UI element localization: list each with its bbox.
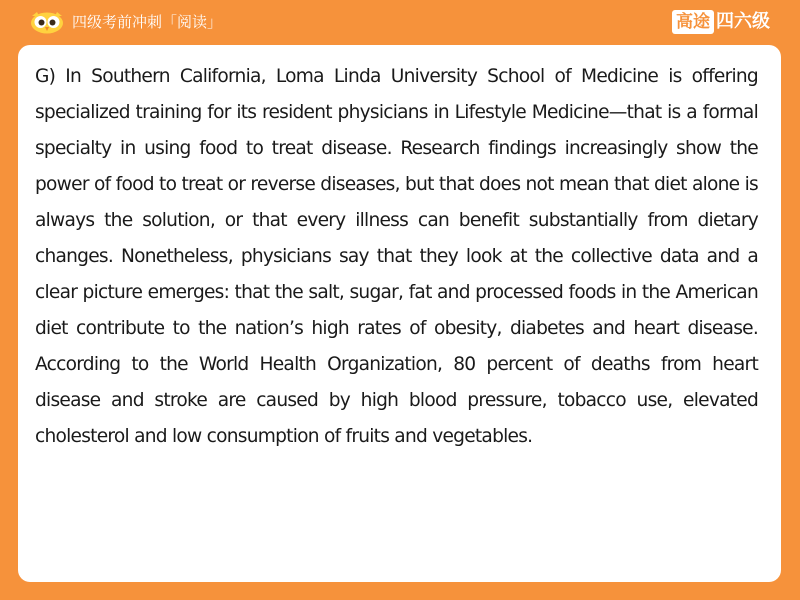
header-title: 四级考前冲刺「阅读」 [72, 13, 223, 31]
brand-box: 高途 [672, 10, 714, 34]
content-card [18, 45, 781, 582]
header-bar [0, 0, 800, 44]
brand-logo [672, 9, 770, 35]
owl-logo-icon [30, 10, 64, 34]
brand-text: 四六级 [716, 11, 770, 32]
passage-text: G) In Southern California, Loma Linda University School of Medicine is offering specialized training for its resident physicians in Lifestyle Medicine—that is a formal specialty in using food to treat disease. Research findings increasingly show the power of food to treat or reverse diseases, but that does not mean that diet alone is always the solution, or that every illness can benefit substantially from dietary changes. Nonetheless, physicians say that they look at the collective data and a clear picture emerges: that the salt, sugar, fat and processed foods in the American diet contribute to the nation’s high rates of obesity, diabetes and heart disease. According to the World Health Organization, 80 percent of deaths from heart disease and stroke are caused by high blood pressure, tobacco use, elevated cholesterol and low consumption of fruits and vegetables. [35, 66, 758, 447]
